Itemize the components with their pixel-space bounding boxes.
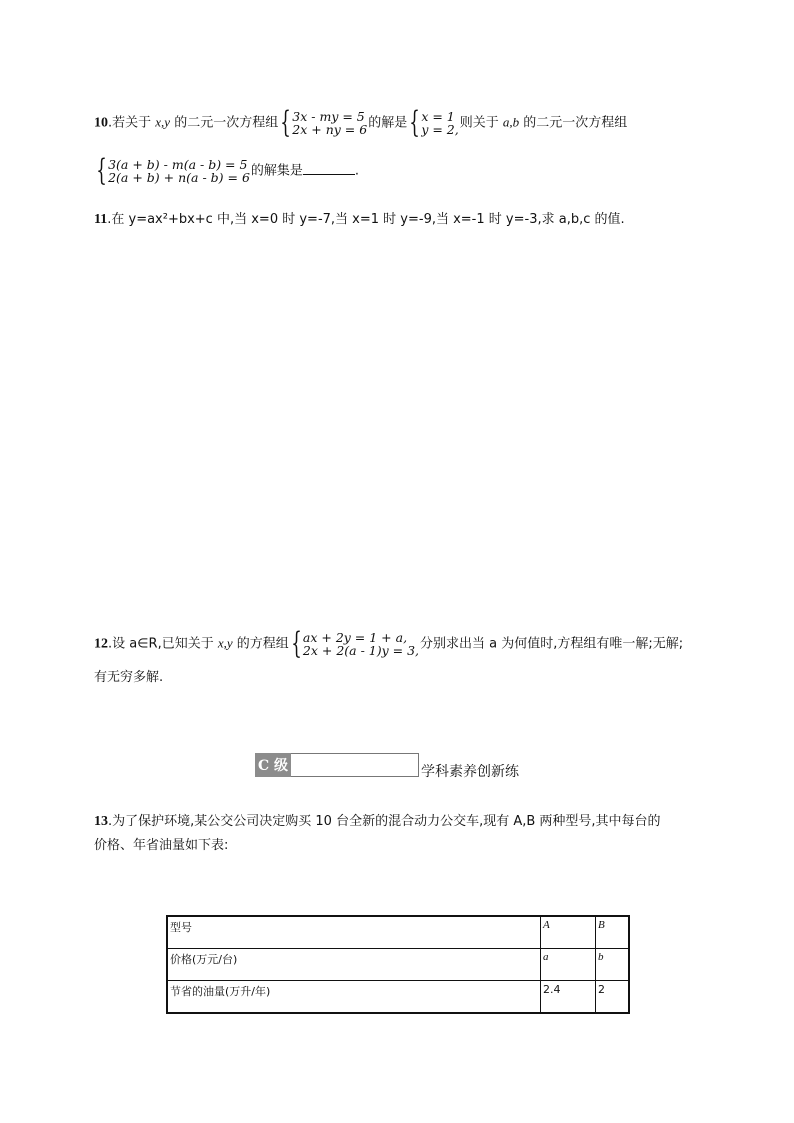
question-number: 11 [94,212,108,227]
question-11 [94,211,625,229]
table-cell: 节省的油量(万升/年) [167,981,541,1014]
table-cell: B [596,916,630,949]
q10-text-mid: 的二元一次方程组 [170,115,279,131]
q10-post-2: 的二元一次方程组 [519,115,628,131]
solution-system: { x = 1 y = 2, [409,105,459,140]
section-c-header [255,753,519,780]
q10-vars-2: a,b [502,114,520,130]
table-row [167,981,629,1014]
q10-sol-pre: 的解是 [368,115,408,131]
bus-specs-table [166,915,630,1014]
question-10-line-2 [94,153,360,188]
q12-text-pre: .设 a∈R,已知关于 [108,636,218,652]
question-number: 12 [94,636,108,652]
section-title-box [291,753,419,777]
equation-system-2: { 3(a + b) - m(a - b) = 5 2(a + b) + n(a - b) = 6 [96,153,250,188]
table-cell: 价格(万元/台) [167,949,541,981]
table-row [167,916,629,949]
equation-system-1: { 3x - my = 5 2x + ny = 6 [280,105,368,140]
question-number: 10 [94,115,108,131]
q13-line-1: .为了保护环境,某公交公司决定购买 10 台全新的混合动力公交车,现有 A,B 两种型号,其中每台的 [108,814,661,829]
table-cell: 型号 [167,916,541,949]
q12-text-mid: 的方程组 [232,636,289,652]
table-row [167,949,629,981]
section-title: 学科素养创新练 [421,764,519,780]
equation: 2x + ny = 6 [292,122,368,137]
equation-system-3: { ax + 2y = 1 + a, 2x + 2(a - 1)y = 3, [291,626,420,661]
equation: x = 1 [421,109,455,124]
table-cell: 2.4 [541,981,596,1014]
q12-vars: x,y [217,635,233,651]
question-12-line-2 [94,669,163,687]
q10-vars: x,y [155,114,171,130]
question-12-line-1 [94,626,684,661]
table-cell: a [541,949,596,981]
q11-text: .在 y=ax²+bx+c 中,当 x=0 时 y=-7,当 x=1 时 y=-9,当 x=-1 时 y=-3,求 a,b,c 的值. [107,212,625,227]
question-13-line-1 [94,813,661,831]
table-cell: A [541,916,596,949]
q10-text-pre: .若关于 [108,115,156,131]
table-cell: b [596,949,630,981]
section-level-tag: C 级 [255,753,291,777]
equation: 2x + 2(a - 1)y = 3, [302,643,420,658]
equation: 3(a + b) - m(a - b) = 5 [108,157,248,172]
q10-post: 则关于 [459,115,503,131]
q10-end: . [354,163,360,179]
question-number: 13 [94,814,108,829]
table-cell: 2 [596,981,630,1014]
equation: ax + 2y = 1 + a, [302,630,408,645]
answer-blank [303,162,355,175]
q10-tail: 的解集是 [250,163,303,179]
equation: 2(a + b) + n(a - b) = 6 [108,170,250,185]
q13-line-2: 价格、年省油量如下表: [94,838,229,853]
equation: 3x - my = 5 [292,109,365,124]
question-13-line-2 [94,837,228,855]
q12-post: 分别求出当 a 为何值时,方程组有唯一解;无解; [420,636,684,652]
equation: y = 2, [421,122,459,137]
question-10-line-1 [94,105,628,140]
q12-line-2: 有无穷多解. [94,670,164,685]
